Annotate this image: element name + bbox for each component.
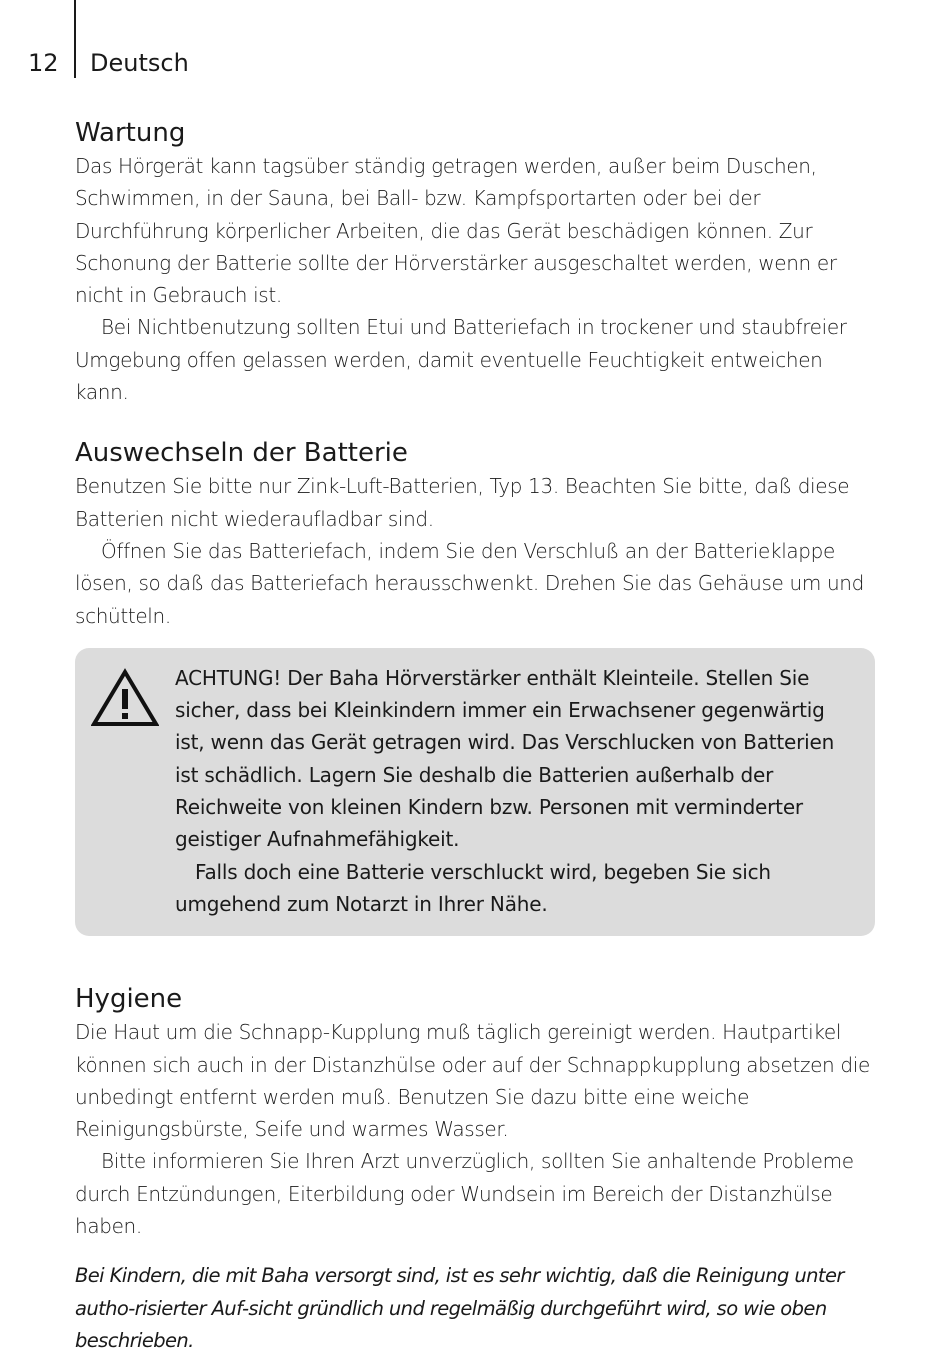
warning-text: Falls doch eine Batterie verschluckt wird, begeben Sie sich umgehend zum Notarzt in Ihrer Nähe.: [175, 859, 771, 916]
section-hygiene: [75, 982, 875, 1242]
section-title: Wartung: [75, 118, 186, 148]
paragraph: Die Haut um die Schnapp-Kupplung muß täglich gereinigt werden. Hautpartikel können sich auch in der Distanzhülse oder auf der Schnappkupplung absetzen die unbedingt entfernt werden muß. Benutzen Sie dazu bitte eine weiche Reinigungsbürste, Seife und warmes Wasser.: [75, 1020, 870, 1142]
paragraph: Das Hörgerät kann tagsüber ständig getragen werden, außer beim Duschen, Schwimmen, in der Sauna, bei Ball- bzw. Kampfsportarten oder bei der Durchführung körperlicher Arbeiten, die das Gerät beschädigen können. Zur Schonung der Batterie sollte der Hörverstärker ausgeschaltet werden, wenn er nicht in Gebrauch ist.: [75, 154, 837, 308]
warning-triangle-icon: [91, 668, 159, 728]
paragraph: Bitte informieren Sie Ihren Arzt unverzüglich, sollten Sie anhaltende Probleme durch Entzündungen, Eiterbildung oder Wundsein im Bereich der Distanzhülse haben.: [75, 1149, 854, 1239]
section-wartung: [75, 116, 875, 408]
page-content: [75, 116, 875, 1357]
paragraph: Benutzen Sie bitte nur Zink-Luft-Batterien, Typ 13. Beachten Sie bitte, daß diese Batterien nicht wiederaufladbar sind.: [75, 474, 850, 531]
section-batterie: [75, 436, 875, 631]
section-title: Auswechseln der Batterie: [75, 438, 408, 469]
paragraph: Bei Nichtbenutzung sollten Etui und Batteriefach in trockener und staubfreier Umgebung offen gelassen werden, damit eventuelle Feuchtigkeit entweichen kann.: [75, 315, 847, 405]
warning-text: ACHTUNG! Der Baha Hörverstärker enthält Kleinteile. Stellen Sie sicher, dass bei Kleinkindern immer ein Erwachsener gegenwärtig ist, wenn das Gerät getragen wird. Das Verschlucken von Batterien ist schädlich. Lagern Sie deshalb die Batterien außerhalb der Reichweite von kleinen Kindern bzw. Personen mit verminderter geistiger Aufnahmefähigkeit.: [175, 665, 835, 852]
header-divider: [74, 0, 76, 78]
page-number: 12: [28, 49, 59, 77]
section-title: Hygiene: [75, 984, 183, 1015]
paragraph: Öffnen Sie das Batteriefach, indem Sie den Verschluß an der Batterieklappe lösen, so daß das Batteriefach herausschwenkt. Drehen Sie das Gehäuse um und schütteln.: [75, 538, 864, 628]
note-text: Bei Kindern, die mit Baha versorgt sind, ist es sehr wichtig, daß die Reinigung unter autho-risierter Auf-sicht gründlich und regelmäßig durchgeführt wird, so wie oben beschrieben.: [75, 1264, 844, 1352]
warning-box: [75, 648, 875, 936]
running-head: Deutsch: [90, 49, 189, 77]
